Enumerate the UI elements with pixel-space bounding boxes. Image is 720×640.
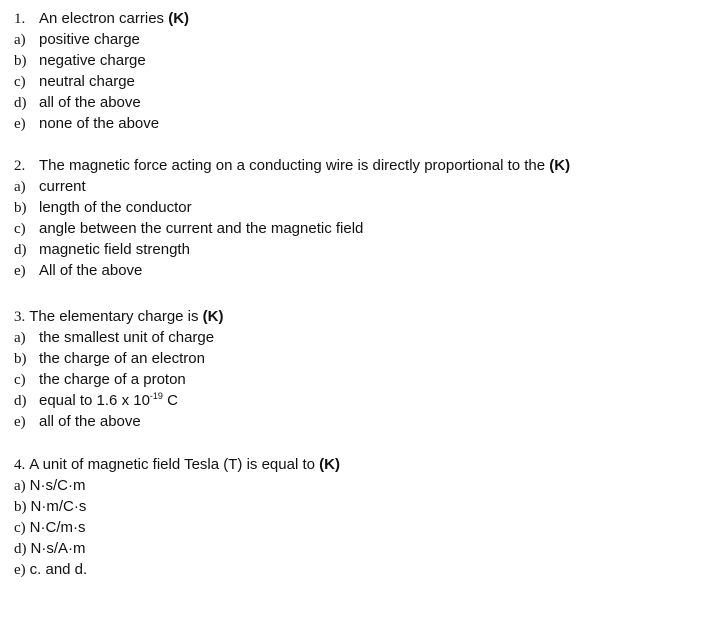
option-text: N·m/C·s — [30, 498, 87, 515]
question-1-stem — [14, 8, 704, 29]
question-number: 4. — [14, 457, 26, 473]
option-label: e) — [14, 263, 26, 279]
option-label: a) — [14, 179, 26, 195]
option-text: All of the above — [39, 262, 143, 279]
knowledge-tag: (K) — [319, 456, 340, 473]
question-1 — [14, 8, 704, 134]
option-label: c) — [14, 74, 26, 90]
option-a — [14, 475, 704, 496]
option-e — [14, 559, 704, 580]
option-b — [14, 348, 704, 369]
question-number: 1. — [14, 11, 26, 27]
option-text: angle between the current and the magnetic field — [39, 220, 364, 237]
exponent: -19 — [149, 391, 163, 401]
option-e — [14, 260, 704, 281]
option-text: the charge of a proton — [39, 371, 186, 388]
option-a — [14, 29, 704, 50]
option-d — [14, 239, 704, 260]
option-label: b) — [14, 200, 27, 216]
question-4-stem — [14, 454, 704, 475]
question-3 — [14, 306, 704, 432]
option-label: e) — [14, 562, 26, 578]
option-text: magnetic field strength — [39, 241, 190, 258]
question-2-stem — [14, 155, 704, 176]
option-label: d) — [14, 541, 27, 557]
question-4 — [14, 454, 704, 580]
question-text: An electron carries — [39, 10, 165, 27]
option-d — [14, 390, 704, 411]
question-3-stem — [14, 306, 704, 327]
option-b — [14, 197, 704, 218]
option-label: c) — [14, 520, 26, 536]
option-c — [14, 369, 704, 390]
question-number: 2. — [14, 158, 26, 174]
question-text: A unit of magnetic field Tesla (T) is equal to — [29, 456, 315, 473]
option-text: N·C/m·s — [29, 519, 86, 536]
knowledge-tag: (K) — [549, 157, 571, 174]
option-text: neutral charge — [39, 73, 135, 90]
option-label: a) — [14, 32, 26, 48]
option-text: negative charge — [39, 52, 146, 69]
option-e — [14, 411, 704, 432]
knowledge-tag: (K) — [202, 308, 224, 325]
option-c — [14, 71, 704, 92]
option-text-after: C — [162, 392, 178, 409]
option-a — [14, 176, 704, 197]
option-text: all of the above — [39, 94, 141, 111]
question-text: The elementary charge is — [29, 308, 199, 325]
option-text: positive charge — [39, 31, 140, 48]
option-d — [14, 538, 704, 559]
option-label: a) — [14, 478, 26, 494]
option-text: the charge of an electron — [39, 350, 205, 367]
option-label: d) — [14, 393, 27, 409]
option-text: all of the above — [39, 413, 141, 430]
option-text: none of the above — [39, 115, 160, 132]
knowledge-tag: (K) — [168, 10, 190, 27]
option-label: d) — [14, 95, 27, 111]
option-text-before: equal to 1.6 x 10 — [39, 392, 150, 409]
option-b — [14, 50, 704, 71]
option-label: e) — [14, 414, 26, 430]
option-label: d) — [14, 242, 27, 258]
option-c — [14, 517, 704, 538]
option-text: current — [39, 178, 86, 195]
option-c — [14, 218, 704, 239]
option-label: c) — [14, 372, 26, 388]
option-text: the smallest unit of charge — [39, 329, 215, 346]
option-label: b) — [14, 351, 27, 367]
option-d — [14, 92, 704, 113]
option-text: length of the conductor — [39, 199, 192, 216]
option-b — [14, 496, 704, 517]
question-number: 3. — [14, 309, 26, 325]
option-text: c. and d. — [29, 561, 88, 578]
option-text: N·s/C·m — [29, 477, 86, 494]
option-label: c) — [14, 221, 26, 237]
option-label: b) — [14, 53, 27, 69]
option-label: b) — [14, 499, 27, 515]
option-label: a) — [14, 330, 26, 346]
option-e — [14, 113, 704, 134]
question-text: The magnetic force acting on a conducting wire is directly proportional to the — [39, 157, 546, 174]
question-2 — [14, 155, 704, 281]
option-text: N·s/A·m — [30, 540, 86, 557]
option-label: e) — [14, 116, 26, 132]
option-a — [14, 327, 704, 348]
